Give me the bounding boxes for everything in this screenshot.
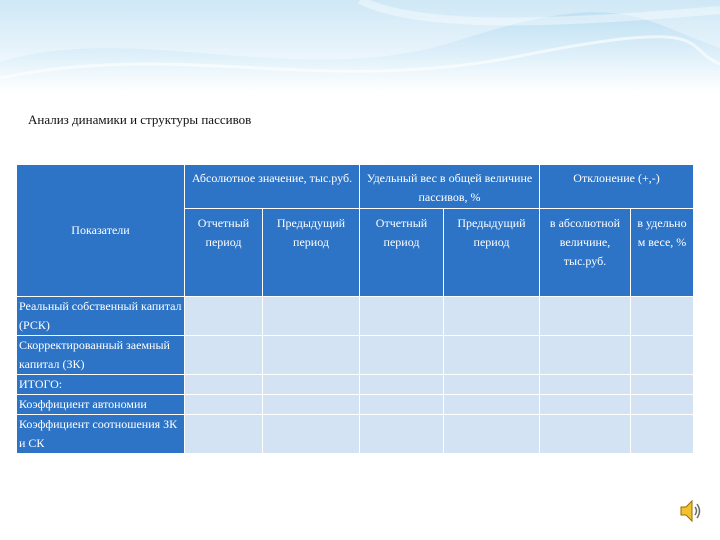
speaker-icon[interactable] — [679, 498, 703, 529]
table-cell — [540, 297, 631, 336]
group-header-deviation: Отклонение (+,-) — [540, 165, 694, 209]
table-cell — [540, 336, 631, 375]
decorative-header-band — [0, 0, 720, 92]
table-cell — [631, 336, 694, 375]
row-label: Скорректированный заемный капитал (ЗК) — [17, 336, 185, 375]
subheader-abs-reporting: Отчетный период — [185, 209, 263, 297]
table-cell — [185, 375, 263, 395]
table-row — [17, 336, 694, 375]
table-cell — [540, 415, 631, 454]
table-cell — [263, 375, 360, 395]
slide-title: Анализ динамики и структуры пассивов — [28, 112, 252, 127]
subheader-share-previous: Предыдущий период — [444, 209, 540, 297]
table-cell — [263, 395, 360, 415]
table-cell — [185, 415, 263, 454]
table-cell — [263, 415, 360, 454]
group-header-absolute: Абсолютное значение, тыс.руб. — [185, 165, 360, 209]
table-row — [17, 297, 694, 336]
row-label: ИТОГО: — [17, 375, 185, 395]
table-cell — [360, 297, 444, 336]
table-cell — [631, 395, 694, 415]
table-cell — [540, 395, 631, 415]
row-label: Коэффициент автономии — [17, 395, 185, 415]
table-cell — [185, 395, 263, 415]
table-cell — [185, 336, 263, 375]
table-cell — [444, 395, 540, 415]
table-cell — [631, 415, 694, 454]
table-cell — [263, 336, 360, 375]
table-cell — [263, 297, 360, 336]
table-cell — [360, 395, 444, 415]
wave-decoration — [0, 0, 720, 92]
table-row — [17, 375, 694, 395]
row-label: Коэффициент соотношения ЗК и СК — [17, 415, 185, 454]
table-row — [17, 415, 694, 454]
table-cell — [540, 375, 631, 395]
table-cell — [444, 336, 540, 375]
table-cell — [360, 375, 444, 395]
table-cell — [185, 297, 263, 336]
indicators-header: Показатели — [17, 165, 185, 297]
table-cell — [444, 415, 540, 454]
table-cell — [444, 375, 540, 395]
subheader-dev-absolute: в абсолютной величине, тыс.руб. — [540, 209, 631, 297]
table-cell — [631, 375, 694, 395]
table-row — [17, 395, 694, 415]
subheader-abs-previous: Предыдущий период — [263, 209, 360, 297]
table-cell — [360, 336, 444, 375]
liabilities-analysis-table — [16, 164, 694, 454]
subheader-dev-share: в удельно м весе, % — [631, 209, 694, 297]
row-label: Реальный собственный капитал (РСК) — [17, 297, 185, 336]
table-cell — [444, 297, 540, 336]
table-cell — [631, 297, 694, 336]
subheader-share-reporting: Отчетный период — [360, 209, 444, 297]
table-cell — [360, 415, 444, 454]
group-header-share: Удельный вес в общей величине пассивов, % — [360, 165, 540, 209]
